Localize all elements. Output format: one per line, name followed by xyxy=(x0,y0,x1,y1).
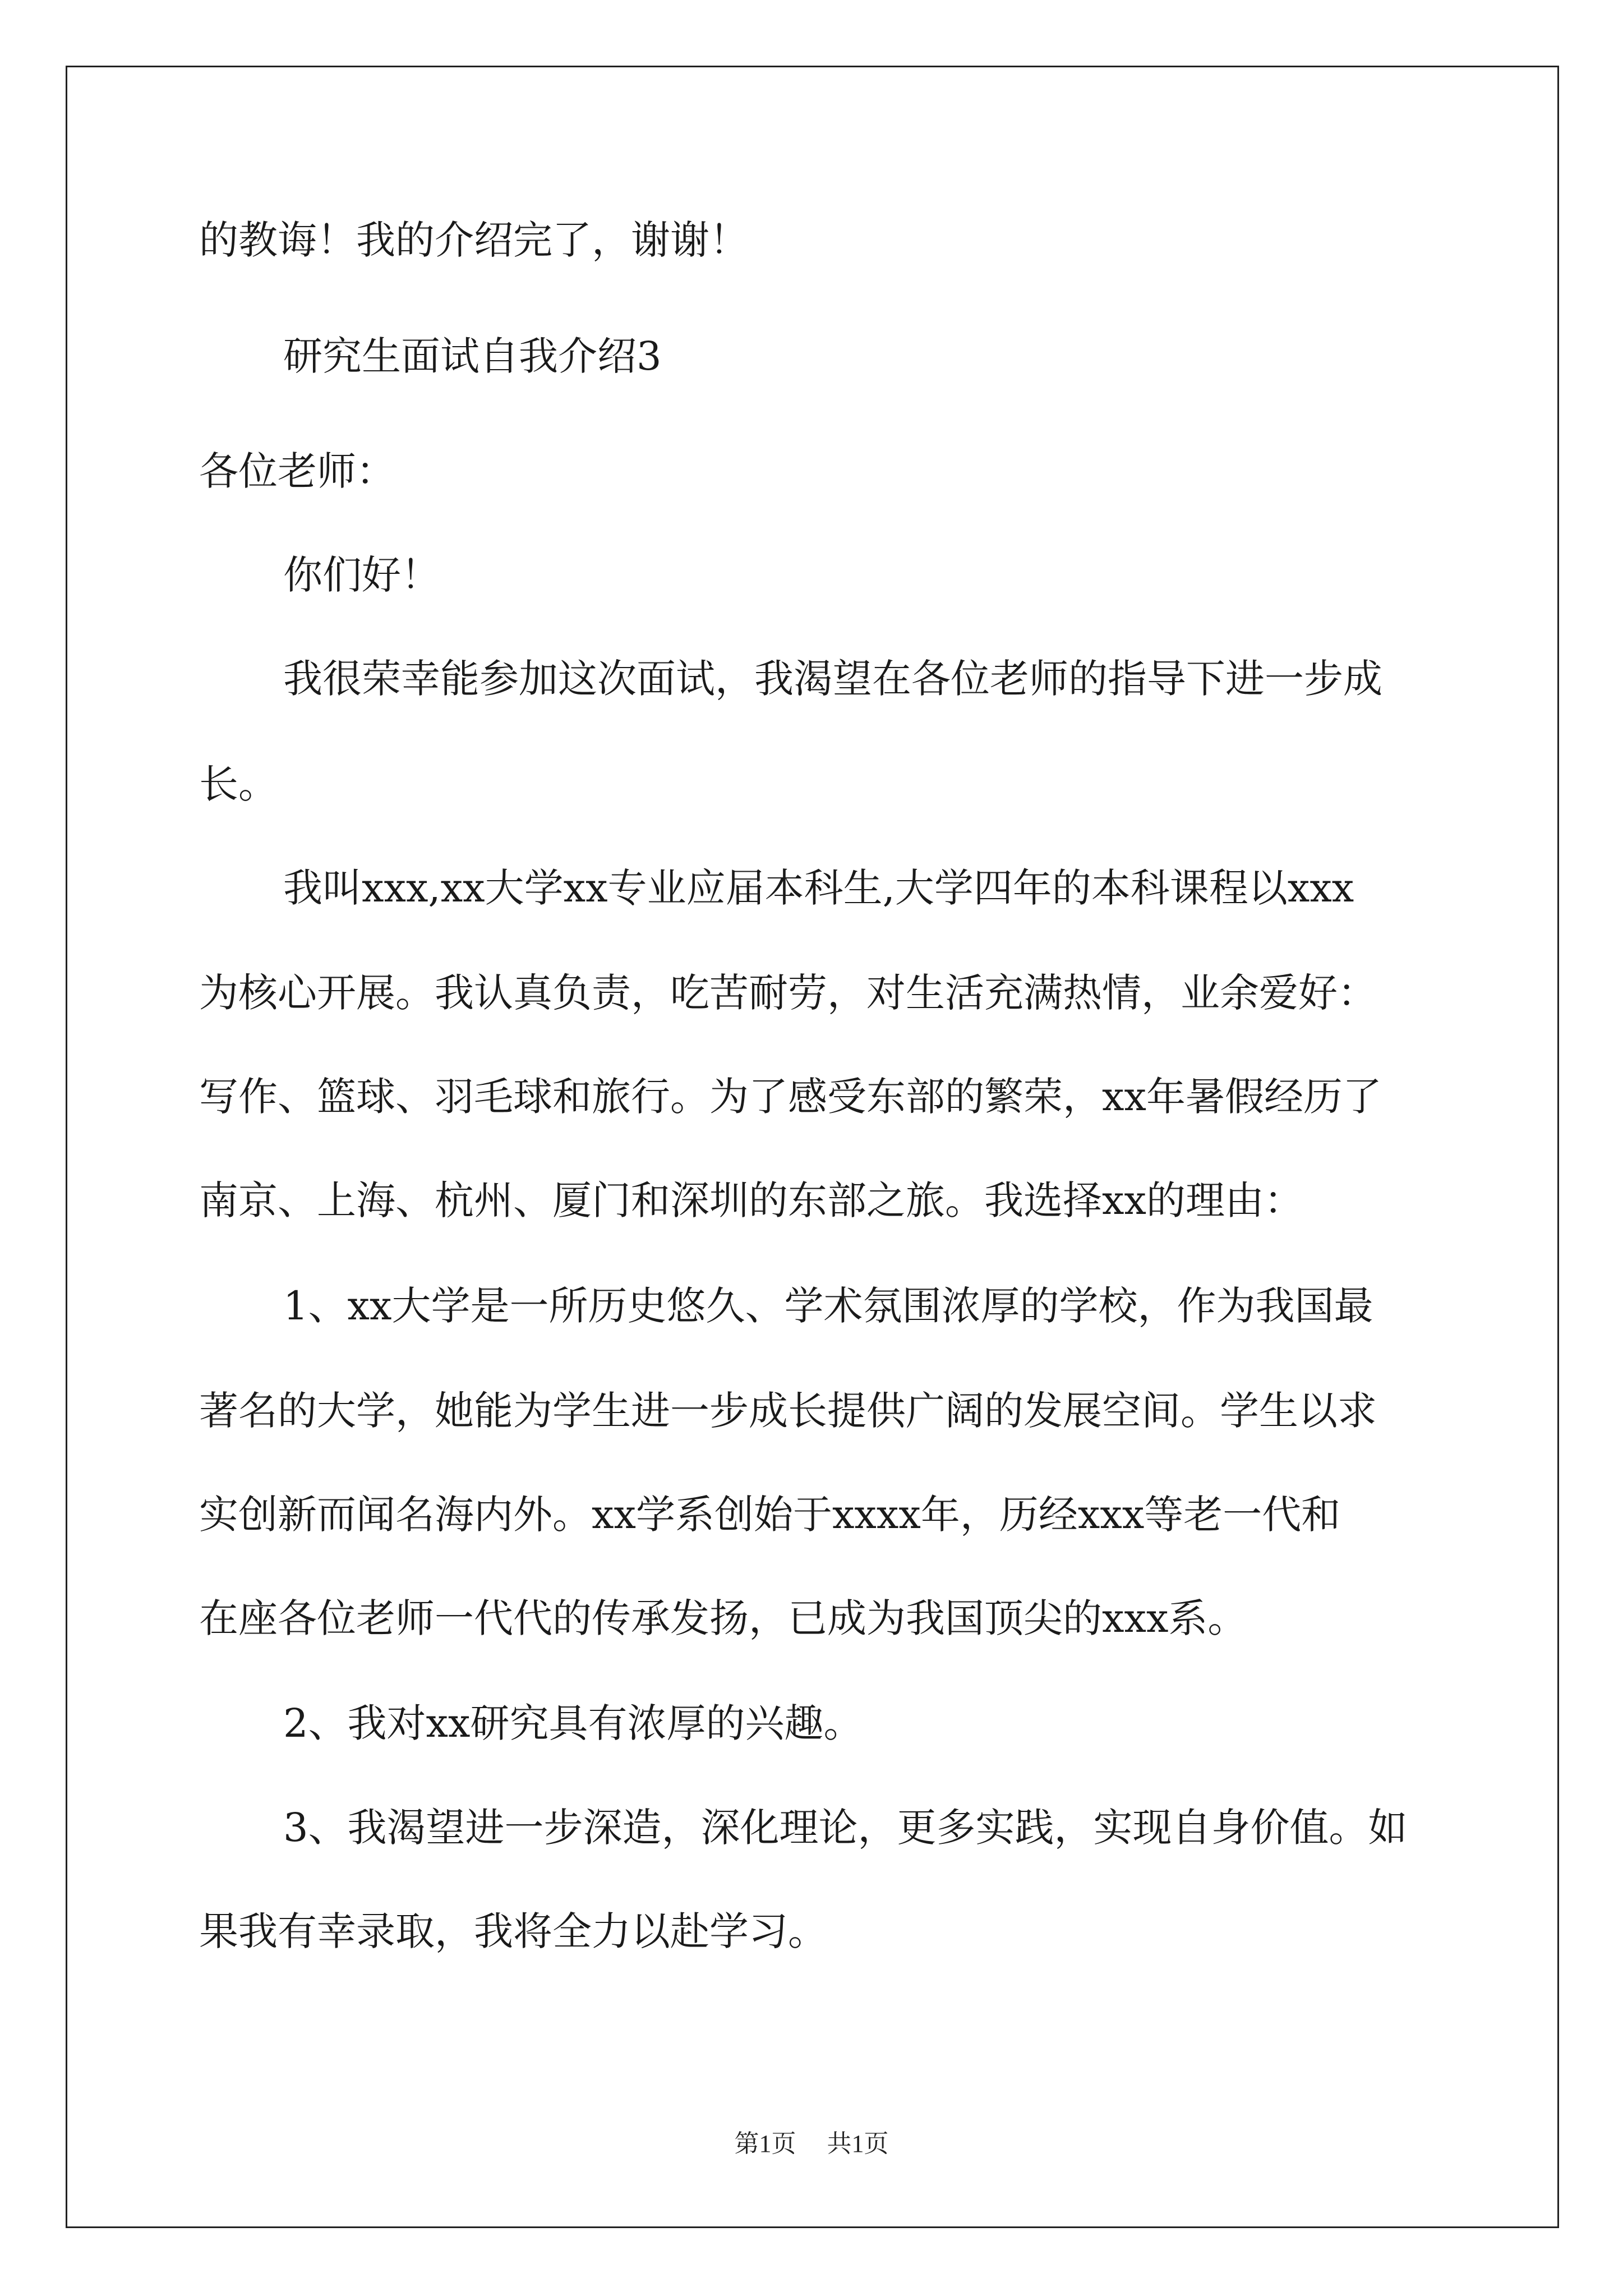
text-line: 1、xx大学是一所历史悠久、学术氛围浓厚的学校，作为我国最 xyxy=(283,1283,1373,1329)
text-line: 我叫xxx,xx大学xx专业应届本科生,大学四年的本科课程以xxx xyxy=(283,865,1354,911)
text-line: 的教诲！我的介绍完了，谢谢！ xyxy=(199,217,749,263)
page-total: 共1页 xyxy=(827,2130,889,2157)
salutation: 各位老师： xyxy=(199,448,395,494)
greeting: 你们好！ xyxy=(283,552,440,598)
page-footer xyxy=(0,2127,1623,2161)
text-line: 我很荣幸能参加这次面试，我渴望在各位老师的指导下进一步成 xyxy=(283,656,1382,702)
text-line: 著名的大学，她能为学生进一步成长提供广阔的发展空间。学生以求 xyxy=(199,1388,1377,1434)
text-line: 长。 xyxy=(199,761,278,807)
text-line: 果我有幸录取，我将全力以赴学习。 xyxy=(199,1908,827,1954)
text-line: 2、我对xx研究具有浓厚的兴趣。 xyxy=(283,1700,863,1746)
text-line: 3、我渴望进一步深造，深化理论，更多实践，实现自身价值。如 xyxy=(283,1805,1408,1851)
text-line: 南京、上海、杭州、厦门和深圳的东部之旅。我选择xx的理由： xyxy=(199,1177,1303,1223)
section-heading: 研究生面试自我介绍3 xyxy=(283,333,662,379)
text-line: 为核心开展。我认真负责，吃苦耐劳，对生活充满热情，业余爱好： xyxy=(199,970,1377,1016)
page-number: 第1页 xyxy=(734,2130,796,2157)
text-line: 实创新而闻名海内外。xx学系创始于xxxx年，历经xxx等老一代和 xyxy=(199,1492,1341,1538)
text-line: 在座各位老师一代代的传承发扬，已成为我国顶尖的xxx系。 xyxy=(199,1595,1247,1641)
text-line: 写作、篮球、羽毛球和旅行。为了感受东部的繁荣，xx年暑假经历了 xyxy=(199,1074,1382,1120)
